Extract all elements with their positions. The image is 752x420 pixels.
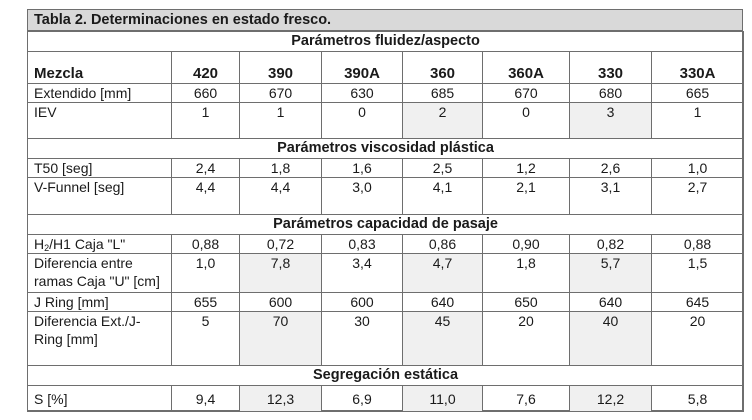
column-header: 360 (403, 52, 483, 84)
cell: 11,0 (403, 386, 483, 412)
cell: 0 (322, 103, 403, 139)
section-heading: Parámetros fluidez/aspecto (28, 32, 744, 52)
cell: 40 (570, 312, 652, 366)
table-row (28, 254, 744, 293)
table-row (28, 293, 744, 312)
column-header: 360A (483, 52, 570, 84)
section-heading: Parámetros capacidad de pasaje (28, 215, 744, 235)
row-label-subscript: 2 (44, 243, 50, 253)
table-row (28, 235, 744, 254)
cell: 1,0 (172, 254, 240, 293)
cell: 680 (570, 84, 652, 103)
row-label-prefix: H (34, 236, 45, 252)
cell: 3,1 (570, 178, 652, 215)
cell: 3 (570, 103, 652, 139)
row-label: V-Funnel [seg] (28, 178, 172, 215)
column-header: 330A (652, 52, 744, 84)
cell: 1,8 (483, 254, 570, 293)
cell: 0,72 (240, 235, 322, 254)
cell: 1,5 (652, 254, 744, 293)
section-heading: Segregación estática (28, 366, 744, 386)
cell: 630 (322, 84, 403, 103)
column-header: 390A (322, 52, 403, 84)
row-label: Extendido [mm] (28, 84, 172, 103)
table-row (28, 84, 744, 103)
cell: 665 (652, 84, 744, 103)
table-row (28, 178, 744, 215)
cell: 1,0 (652, 159, 744, 178)
cell: 2,7 (652, 178, 744, 215)
column-header: 330 (570, 52, 652, 84)
cell: 3,0 (322, 178, 403, 215)
table-row (28, 312, 744, 366)
row-label: S [%] (28, 386, 172, 412)
cell: 70 (240, 312, 322, 366)
row-label: T50 [seg] (28, 159, 172, 178)
table-caption: Tabla 2. Determinaciones en estado fresco. (27, 9, 743, 31)
cell: 45 (403, 312, 483, 366)
cell: 0,88 (172, 235, 240, 254)
fresh-state-table (27, 31, 744, 412)
row-label (28, 235, 172, 254)
cell: 4,4 (240, 178, 322, 215)
cell: 4,1 (403, 178, 483, 215)
cell: 1 (652, 103, 744, 139)
cell: 0,86 (403, 235, 483, 254)
cell: 3,4 (322, 254, 403, 293)
cell: 7,8 (240, 254, 322, 293)
cell: 1 (172, 103, 240, 139)
cell: 640 (403, 293, 483, 312)
cell: 5,8 (652, 386, 744, 412)
cell: 600 (240, 293, 322, 312)
row-label: IEV (28, 103, 172, 139)
row-label: J Ring [mm] (28, 293, 172, 312)
cell: 5,7 (570, 254, 652, 293)
cell: 2,4 (172, 159, 240, 178)
table-row (28, 386, 744, 412)
cell: 20 (652, 312, 744, 366)
row-label: Diferencia Ext./J-Ring [mm] (28, 312, 172, 366)
table-row (28, 103, 744, 139)
cell: 670 (240, 84, 322, 103)
cell: 2,6 (570, 159, 652, 178)
cell: 0,90 (483, 235, 570, 254)
cell: 670 (483, 84, 570, 103)
cell: 9,4 (172, 386, 240, 412)
cell: 600 (322, 293, 403, 312)
table-row (28, 159, 744, 178)
cell: 12,2 (570, 386, 652, 412)
cell: 20 (483, 312, 570, 366)
cell: 0,88 (652, 235, 744, 254)
cell: 1,6 (322, 159, 403, 178)
cell: 1,8 (240, 159, 322, 178)
column-header: 390 (240, 52, 322, 84)
cell: 1,2 (483, 159, 570, 178)
cell: 30 (322, 312, 403, 366)
cell: 650 (483, 293, 570, 312)
cell: 12,3 (240, 386, 322, 412)
cell: 640 (570, 293, 652, 312)
cell: 5 (172, 312, 240, 366)
cell: 645 (652, 293, 744, 312)
row-label: Diferencia entre ramas Caja "U" [cm] (28, 254, 172, 293)
cell: 660 (172, 84, 240, 103)
cell: 2,1 (483, 178, 570, 215)
section-heading: Parámetros viscosidad plástica (28, 139, 744, 159)
cell: 1 (240, 103, 322, 139)
row-label-suffix: /H1 Caja "L" (49, 236, 126, 252)
cell: 0 (483, 103, 570, 139)
cell: 2,5 (403, 159, 483, 178)
cell: 655 (172, 293, 240, 312)
cell: 0,82 (570, 235, 652, 254)
cell: 685 (403, 84, 483, 103)
cell: 7,6 (483, 386, 570, 412)
cell: 2 (403, 103, 483, 139)
cell: 0,83 (322, 235, 403, 254)
cell: 4,4 (172, 178, 240, 215)
mix-label: Mezcla (28, 52, 172, 84)
cell: 4,7 (403, 254, 483, 293)
column-header: 420 (172, 52, 240, 84)
cell: 6,9 (322, 386, 403, 412)
